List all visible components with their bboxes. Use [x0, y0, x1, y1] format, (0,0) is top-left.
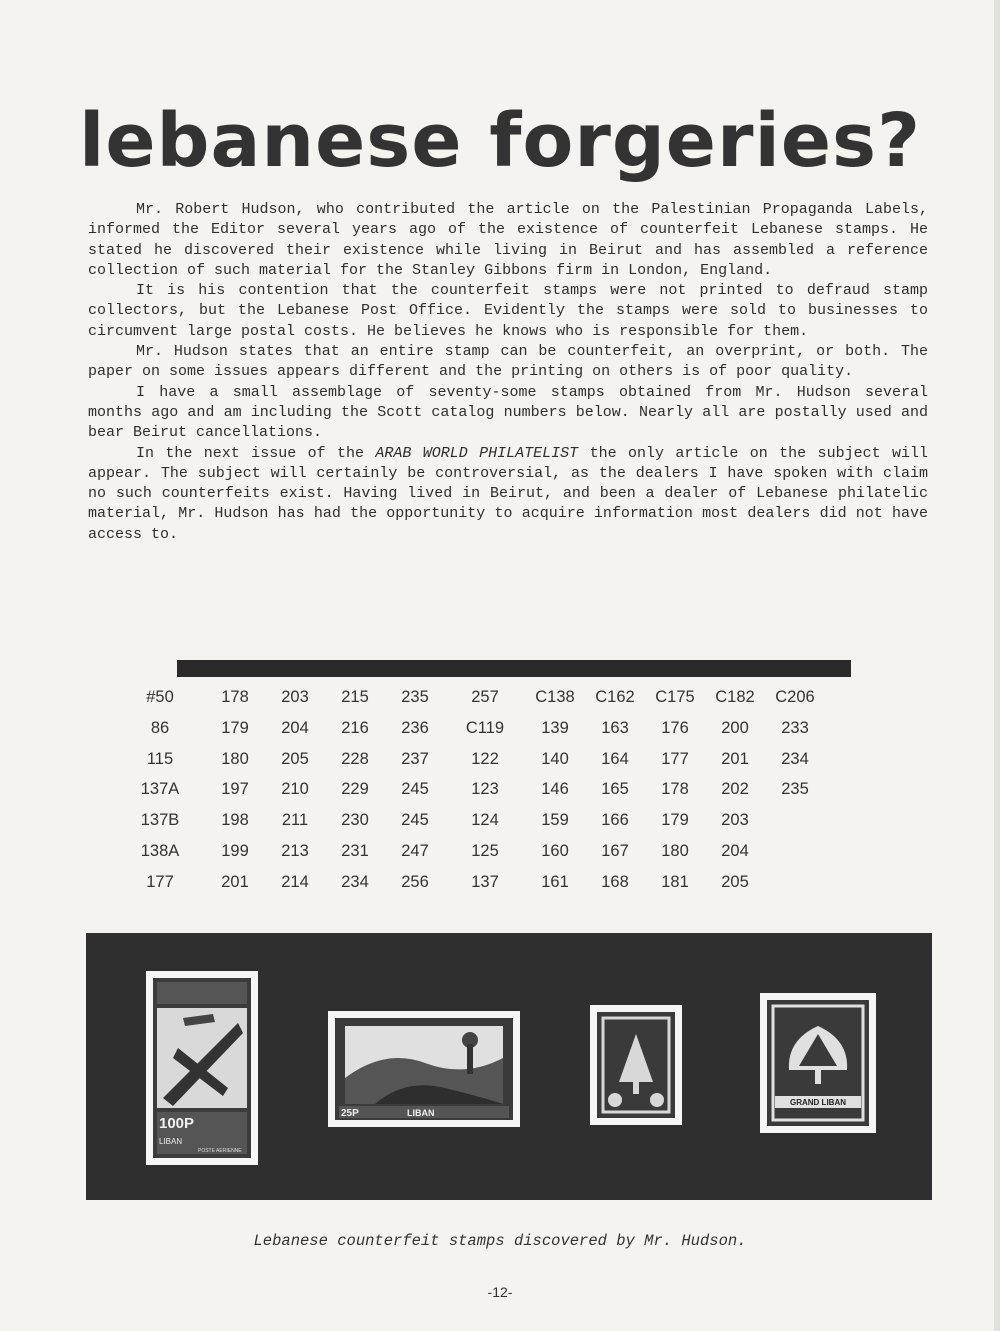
catalog-number: 137B [140, 811, 180, 830]
catalog-number: 176 [661, 718, 689, 737]
catalog-number: 138A [140, 842, 180, 860]
catalog-number: 203 [281, 688, 309, 706]
catalog-number: 177 [146, 872, 174, 891]
catalog-number: 235 [401, 688, 429, 706]
catalog-number: 160 [541, 842, 569, 860]
catalog-number: 236 [401, 718, 429, 737]
catalog-number: 123 [471, 780, 499, 799]
photo-caption: Lebanese counterfeit stamps discovered by Mr. Hudson. [253, 1232, 747, 1250]
cedar-stamp-small-art [597, 1012, 675, 1118]
catalog-number: 210 [281, 780, 309, 799]
catalog-number: 168 [601, 872, 629, 891]
catalog-number: 201 [221, 872, 249, 891]
catalog-number: 257 [471, 688, 499, 706]
landscape-stamp-country: LIBAN [407, 1108, 435, 1118]
airplane-stamp [146, 971, 258, 1165]
catalog-number: 165 [601, 780, 629, 799]
catalog-number: C175 [655, 688, 695, 706]
catalog-number: 139 [541, 718, 569, 737]
catalog-number: 234 [341, 872, 369, 891]
page-edge-shadow [994, 0, 1000, 1331]
catalog-number: 137A [140, 780, 180, 799]
landscape-stamp-denomination: 25P [341, 1108, 359, 1119]
catalog-number: 178 [221, 688, 249, 706]
page-title: lebanese forgeries? [78, 98, 922, 184]
catalog-number: 181 [661, 872, 689, 891]
catalog-number: 215 [341, 688, 369, 706]
catalog-number: C182 [715, 688, 755, 706]
catalog-number: 198 [221, 811, 249, 830]
catalog-number: 200 [721, 718, 749, 737]
catalog-number: 201 [721, 749, 749, 768]
article-paragraph-4: I have a small assemblage of seventy-some stamps obtained from Mr. Hudson several months ago and am including the Scott catalog numbers below. Nearly all are postally used and bear Beirut cancellations. [88, 383, 928, 442]
catalog-number: 137 [471, 872, 499, 891]
catalog-number: 247 [401, 842, 429, 860]
table-header-bar [177, 660, 851, 677]
catalog-number: 124 [471, 811, 499, 830]
article-paragraph-1: Mr. Robert Hudson, who contributed the article on the Palestinian Propaganda Labels, informed the Editor several years ago of the existence of counterfeit Lebanese stamps. He stated he discovered their existence while living in Beirut and has assembled a reference collection of such material for the Stanley Gibbons firm in London, England. [88, 201, 928, 279]
catalog-number: 245 [401, 780, 429, 799]
landscape-stamp-art [335, 1018, 513, 1120]
catalog-number: 166 [601, 811, 629, 830]
publication-name: ARAB WORLD PHILATELIST [375, 444, 579, 462]
catalog-number: 231 [341, 842, 369, 860]
catalog-number: C206 [775, 688, 815, 706]
catalog-number: 234 [781, 749, 809, 768]
catalog-number: 177 [661, 749, 689, 768]
catalog-number: 235 [781, 780, 809, 799]
paragraph-5-rest: the only article on the subject will appear. The subject will certainly be controversial, as the dealers I have spoken with claim no such counterfeits exist. Having lived in Beirut, and been a dealer of Lebanese philatelic material, Mr. Hudson has had the opportunity to acquire information most dealers did not have access to. [88, 444, 928, 543]
landscape-stamp [328, 1011, 520, 1127]
catalog-number: 229 [341, 780, 369, 799]
catalog-number: 140 [541, 749, 569, 768]
paragraph-5-lead: In the next issue of the [136, 444, 376, 462]
catalog-number: 146 [541, 780, 569, 799]
catalog-number: C138 [535, 688, 575, 706]
catalog-number: 178 [661, 780, 689, 799]
cedar-stamp-grand-liban [760, 993, 876, 1133]
catalog-number: 211 [281, 811, 309, 830]
airplane-stamp-country: LIBAN [159, 1137, 183, 1146]
catalog-number: C162 [595, 688, 635, 706]
catalog-number: 233 [781, 718, 809, 737]
catalog-number: C119 [465, 718, 505, 737]
stamp-photo-panel [86, 933, 932, 1200]
catalog-number: 197 [221, 780, 249, 799]
catalog-number: 202 [721, 780, 749, 799]
catalog-number: 230 [341, 811, 369, 830]
airplane-stamp-denomination: 100P [159, 1115, 195, 1132]
catalog-number: 179 [661, 811, 689, 830]
cedar-stamp-small [590, 1005, 682, 1125]
catalog-number: 180 [221, 749, 249, 768]
catalog-number: 237 [401, 749, 429, 768]
airplane-stamp-label: POSTE AERIENNE [198, 1148, 242, 1154]
catalog-number: 204 [721, 842, 749, 860]
catalog-number: #50 [146, 688, 174, 706]
page-number: -12- [487, 1284, 513, 1300]
catalog-number: 163 [601, 718, 629, 737]
article-paragraph-2: It is his contention that the counterfeit stamps were not printed to defraud stamp collectors, but the Lebanese Post Office. Evidently the stamps were sold to businesses to circumvent large postal costs. He believes he knows who is responsible for them. [88, 282, 928, 340]
catalog-number: 125 [471, 842, 499, 860]
catalog-number: 216 [341, 718, 369, 737]
catalog-number: 205 [721, 872, 749, 891]
catalog-number: 214 [281, 872, 309, 891]
catalog-number: 203 [721, 811, 749, 830]
catalog-number: 204 [281, 718, 309, 737]
article-body [88, 200, 928, 545]
catalog-number: 180 [661, 842, 689, 860]
catalog-number: 245 [401, 811, 429, 830]
catalog-number: 179 [221, 718, 249, 737]
catalog-number: 164 [601, 749, 629, 768]
catalog-number: 167 [601, 842, 629, 860]
catalog-number: 159 [541, 811, 569, 830]
catalog-number: 86 [150, 718, 170, 737]
article-paragraph-3: Mr. Hudson states that an entire stamp can be counterfeit, an overprint, or both. The paper on some issues appears different and the printing on others is of poor quality. [88, 343, 928, 381]
catalog-number: 228 [341, 749, 369, 768]
catalog-number: 115 [146, 749, 174, 768]
catalog-number: 213 [281, 842, 309, 860]
article-paragraph-5 [88, 444, 928, 545]
catalog-number: 205 [281, 749, 309, 768]
catalog-number: 122 [471, 749, 499, 768]
catalog-number: 199 [221, 842, 249, 860]
catalog-number: 161 [541, 872, 569, 891]
catalog-number: 256 [401, 872, 429, 891]
grand-liban-stamp-country: GRAND LIBAN [790, 1098, 846, 1107]
cedar-stamp-grand-liban-art [767, 1000, 869, 1126]
airplane-stamp-art [153, 978, 251, 1158]
